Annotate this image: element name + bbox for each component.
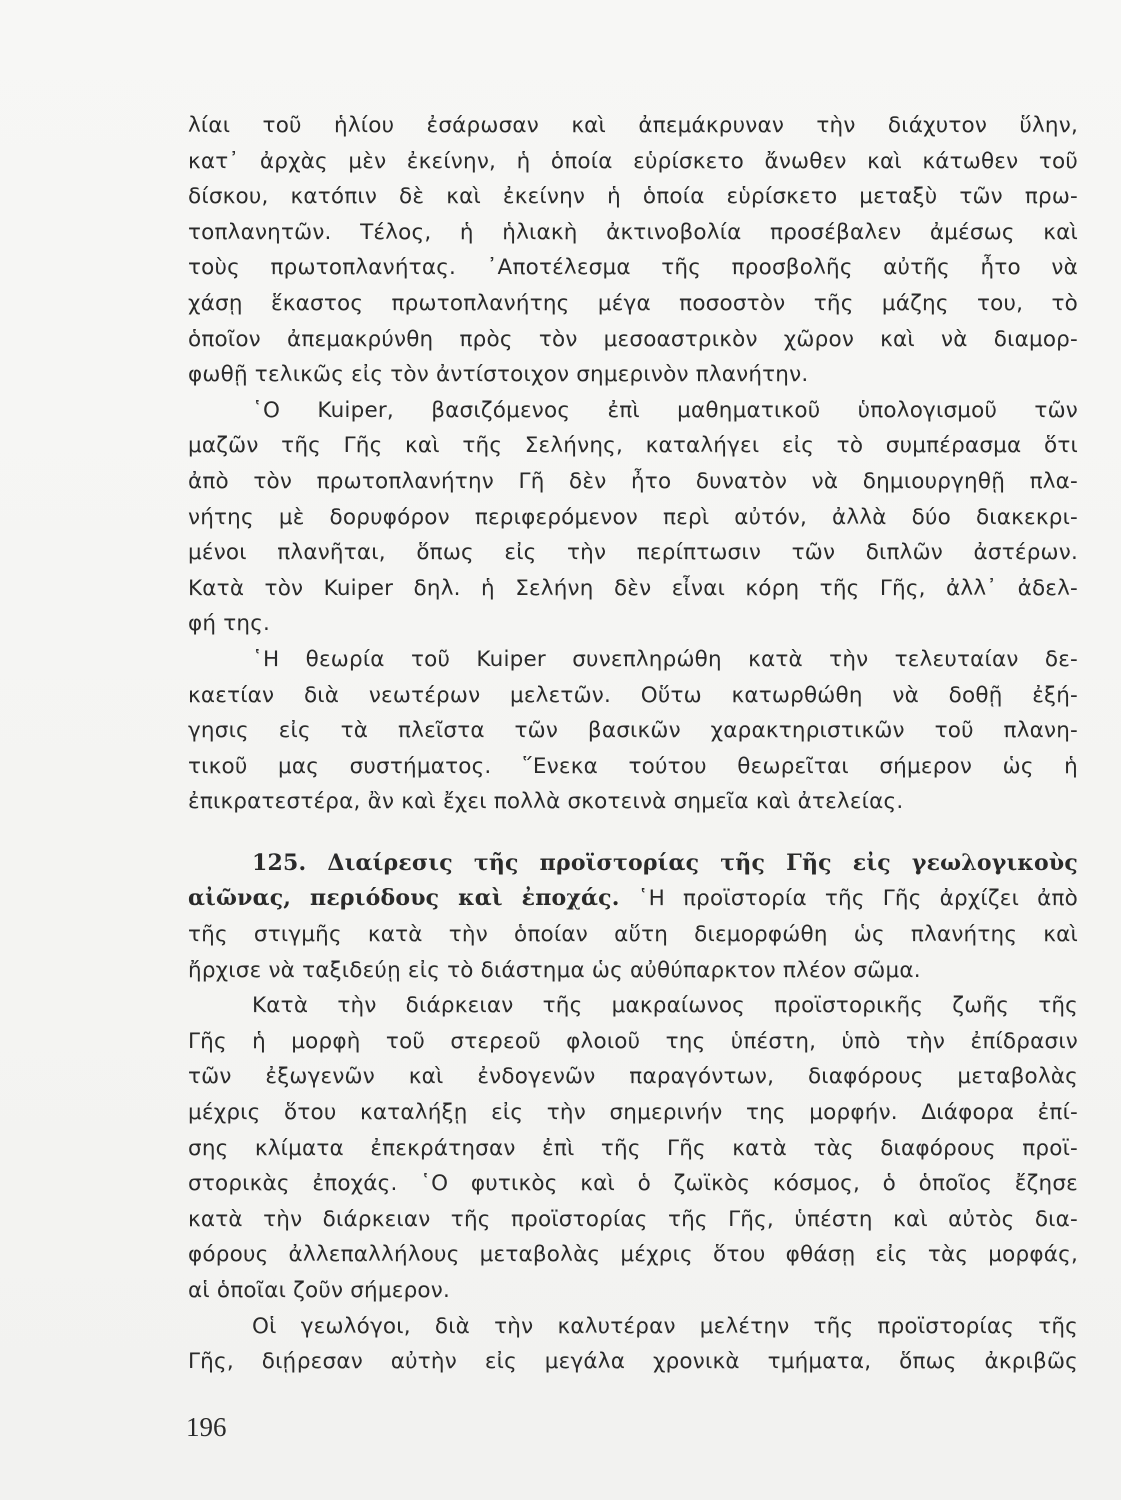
text-line: μένοι πλανῆται, ὅπως εἰς τὴν περίπτωσιν τῶν διπλῶν ἀστέρων. bbox=[188, 540, 1078, 566]
section-heading-line bbox=[188, 881, 1078, 917]
section-heading-continuation: αἰῶνας, περιόδους καὶ ἐποχάς. bbox=[188, 885, 620, 912]
text-line: Οἱ γεωλόγοι, διὰ τὴν καλυτέραν μελέτην τῆς προϊστορίας τῆς bbox=[252, 1313, 1078, 1339]
text-line: μέχρις ὅτου καταλήξῃ εἰς τὴν σημερινήν της μορφήν. Διάφορα ἐπί- bbox=[188, 1100, 1078, 1126]
text-line: καετίαν διὰ νεωτέρων μελετῶν. Οὕτω κατωρθώθη νὰ δοθῇ ἐξή- bbox=[188, 682, 1078, 708]
text-line: ῾Ο Kuiper, βασιζόμενος ἐπὶ μαθηματικοῦ ὑπολογισμοῦ τῶν bbox=[252, 397, 1078, 423]
text-line: μαζῶν τῆς Γῆς καὶ τῆς Σελήνης, καταλήγει εἰς τὸ συμπέρασμα ὅτι bbox=[188, 433, 1078, 459]
text-line: γησις εἰς τὰ πλεῖστα τῶν βασικῶν χαρακτηριστικῶν τοῦ πλανη- bbox=[188, 718, 1078, 744]
section-text-start: ῾Η προϊστορία τῆς Γῆς ἀρχίζει ἀπὸ bbox=[637, 886, 1078, 912]
page-number: 196 bbox=[186, 1412, 227, 1442]
text-line: τῶν ἐξωγενῶν καὶ ἐνδογενῶν παραγόντων, διαφόρους μεταβολὰς bbox=[188, 1064, 1078, 1090]
section-heading: 125. Διαίρεσις τῆς προϊστορίας τῆς Γῆς εἰς γεωλογικοὺς bbox=[252, 849, 1078, 876]
text-line: φή της. bbox=[188, 611, 271, 637]
text-line: τῆς στιγμῆς κατὰ τὴν ὁποίαν αὕτη διεμορφώθη ὡς πλανήτης καὶ bbox=[188, 922, 1078, 948]
text-line: Γῆς ἡ μορφὴ τοῦ στερεοῦ φλοιοῦ της ὑπέστη, ὑπὸ τὴν ἐπίδρασιν bbox=[188, 1028, 1078, 1054]
text-line: Κατὰ τὴν διάρκειαν τῆς μακραίωνος προϊστορικῆς ζωῆς τῆς bbox=[252, 993, 1078, 1019]
text-line: χάσῃ ἕκαστος πρωτοπλανήτης μέγα ποσοστὸν τῆς μάζης του, τὸ bbox=[188, 290, 1078, 316]
text-line: δίσκου, κατόπιν δὲ καὶ ἐκείνην ἡ ὁποία εὑρίσκετο μεταξὺ τῶν πρω- bbox=[188, 184, 1078, 210]
text-line: ὁποῖον ἀπεμακρύνθη πρὸς τὸν μεσοαστρικὸν χῶρον καὶ νὰ διαμορ- bbox=[188, 326, 1078, 352]
text-line: αἱ ὁποῖαι ζοῦν σήμερον. bbox=[188, 1278, 451, 1303]
text-line: ἤρχισε νὰ ταξιδεύῃ εἰς τὸ διάστημα ὡς αὐθύπαρκτον πλέον σῶμα. bbox=[188, 957, 921, 983]
text-line: νήτης μὲ δορυφόρον περιφερόμενον περὶ αὐτόν, ἀλλὰ δύο διακεκρι- bbox=[188, 504, 1078, 530]
text-line: κατ᾽ ἀρχὰς μὲν ἐκείνην, ἡ ὁποία εὑρίσκετο ἄνωθεν καὶ κάτωθεν τοῦ bbox=[188, 148, 1078, 174]
text-line: τοπλανητῶν. Τέλος, ἡ ἡλιακὴ ἀκτινοβολία προσέβαλεν ἀμέσως καὶ bbox=[188, 219, 1078, 245]
text-line: στορικὰς ἐποχάς. ῾Ο φυτικὸς καὶ ὁ ζωϊκὸς κόσμος, ὁ ὁποῖος ἔζησε bbox=[188, 1171, 1078, 1197]
text-line: κατὰ τὴν διάρκειαν τῆς προϊστορίας τῆς Γῆς, ὑπέστη καὶ αὐτὸς δια- bbox=[188, 1206, 1078, 1232]
text-line: Γῆς, διῄρεσαν αὐτὴν εἰς μεγάλα χρονικὰ τμήματα, ὅπως ἀκριβῶς bbox=[188, 1349, 1078, 1375]
text-line: φωθῇ τελικῶς εἰς τὸν ἀντίστοιχον σημερινὸν πλανήτην. bbox=[188, 362, 809, 388]
text-line: τοὺς πρωτοπλανήτας. ᾿Αποτέλεσμα τῆς προσβολῆς αὐτῆς ἦτο νὰ bbox=[188, 255, 1078, 281]
text-line: τικοῦ μας συστήματος. ῞Ενεκα τούτου θεωρεῖται σήμερον ὡς ἡ bbox=[188, 753, 1078, 779]
section-gap bbox=[188, 820, 1078, 846]
text-line: Κατὰ τὸν Kuiper δηλ. ἡ Σελήνη δὲν εἶναι κόρη τῆς Γῆς, ἀλλ᾽ ἀδελ- bbox=[188, 575, 1078, 601]
text-line: ῾Η θεωρία τοῦ Kuiper συνεπληρώθη κατὰ τὴν τελευταίαν δε- bbox=[252, 646, 1078, 672]
text-line: λίαι τοῦ ἡλίου ἐσάρωσαν καὶ ἀπεμάκρυναν τὴν διάχυτον ὕλην, bbox=[188, 113, 1078, 138]
body-text bbox=[188, 108, 1078, 1380]
text-line: σης κλίματα ἐπεκράτησαν ἐπὶ τῆς Γῆς κατὰ τὰς διαφόρους προϊ- bbox=[188, 1135, 1078, 1161]
text-line: φόρους ἀλλεπαλλήλους μεταβολὰς μέχρις ὅτου φθάσῃ εἰς τὰς μορφάς, bbox=[188, 1242, 1078, 1268]
text-line: ἀπὸ τὸν πρωτοπλανήτην Γῆ δὲν ἦτο δυνατὸν νὰ δημιουργηθῇ πλα- bbox=[188, 468, 1078, 494]
text-line: ἐπικρατεστέρα, ἂν καὶ ἔχει πολλὰ σκοτεινὰ σημεῖα καὶ ἀτελείας. bbox=[188, 789, 904, 815]
